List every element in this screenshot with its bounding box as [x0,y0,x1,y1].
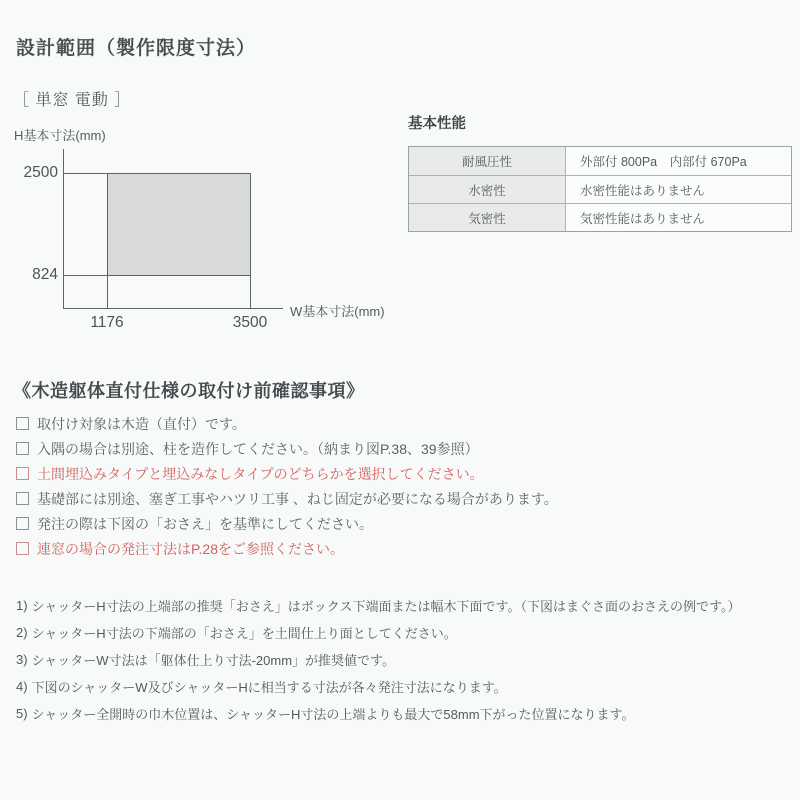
w-axis-label: W基本寸法(mm) [290,304,385,319]
checklist [16,411,558,561]
note-text: シャッターW寸法は「躯体仕上り寸法-20mm」が推奨値です。 [31,653,395,668]
note-number: 4) [16,679,28,694]
checkbox-icon [16,442,29,455]
performance-table [408,146,792,232]
w-min-guide-line [107,275,108,309]
performance-row-value: 外部付 800Pa 内部付 670Pa [580,155,747,169]
h-max-guide-line [63,173,108,174]
checklist-item [16,511,558,536]
checklist-item [16,536,558,561]
note-number: 3) [16,652,28,667]
h-min-tick: 824 [32,266,58,283]
checklist-item [16,486,558,511]
checklist-heading: 《木造躯体直付仕様の取付け前確認事項》 [13,381,365,401]
checkbox-icon [16,467,29,480]
design-range-area [107,173,251,276]
note-text: シャッター全開時の巾木位置は、シャッターH寸法の上端よりも最大で58mm下がった位置になります。 [31,707,635,722]
checklist-item-text: 発注の際は下図の「おさえ」を基準にしてください。 [37,515,373,532]
note-item [16,619,740,646]
note-text: 下図のシャッターW及びシャッターHに相当する寸法が各々発注寸法になります。 [31,680,507,695]
table-row [409,203,791,231]
h-max-tick: 2500 [23,164,58,181]
note-item [16,592,740,619]
checklist-item [16,436,558,461]
w-max-guide-line [250,275,251,309]
checkbox-icon [16,517,29,530]
notes-list [16,592,740,727]
note-number: 5) [16,706,28,721]
performance-heading: 基本性能 [408,116,466,132]
performance-row-label: 耐風圧性 [409,147,566,175]
note-item [16,673,740,700]
checklist-item-text: 土間埋込みタイプと埋込みなしタイプのどちらかを選択してください。 [37,465,484,482]
checklist-item [16,411,558,436]
note-item [16,700,740,727]
window-type-label: ［ 単窓 電動 ］ [13,92,132,109]
note-item [16,646,740,673]
note-number: 1) [16,598,28,613]
table-row [409,147,791,175]
page-title: 設計範囲（製作限度寸法） [16,38,257,59]
h-axis-label: H基本寸法(mm) [14,128,106,143]
performance-row-label: 水密性 [409,176,566,203]
checkbox-icon [16,542,29,555]
checklist-item-text: 基礎部には別途、塞ぎ工事やハツリ工事 、ねじ固定が必要になる場合があります。 [37,490,558,507]
w-max-tick: 3500 [232,314,268,331]
table-row [409,175,791,203]
checklist-item-text: 入隅の場合は別途、柱を造作してください。（納まり図P.38、39参照） [37,440,479,457]
note-text: シャッターH寸法の上端部の推奨「おさえ」はボックス下端面または幅木下面です。（下図はまぐさ面のおさえの例です。） [31,599,741,614]
checklist-item-text: 取付け対象は木造（直付）です。 [37,415,246,432]
performance-row-value: 気密性能はありません [580,211,706,226]
performance-row-label: 気密性 [409,204,566,231]
checkbox-icon [16,417,29,430]
checklist-item-text: 連窓の場合の発注寸法はP.28をご参照ください。 [37,540,344,557]
note-number: 2) [16,625,28,640]
checkbox-icon [16,492,29,505]
note-text: シャッターH寸法の下端部の「おさえ」を土間仕上り面としてください。 [31,626,457,641]
checklist-item [16,461,558,486]
performance-row-value: 水密性能はありません [580,183,706,198]
w-min-tick: 1176 [90,314,124,331]
